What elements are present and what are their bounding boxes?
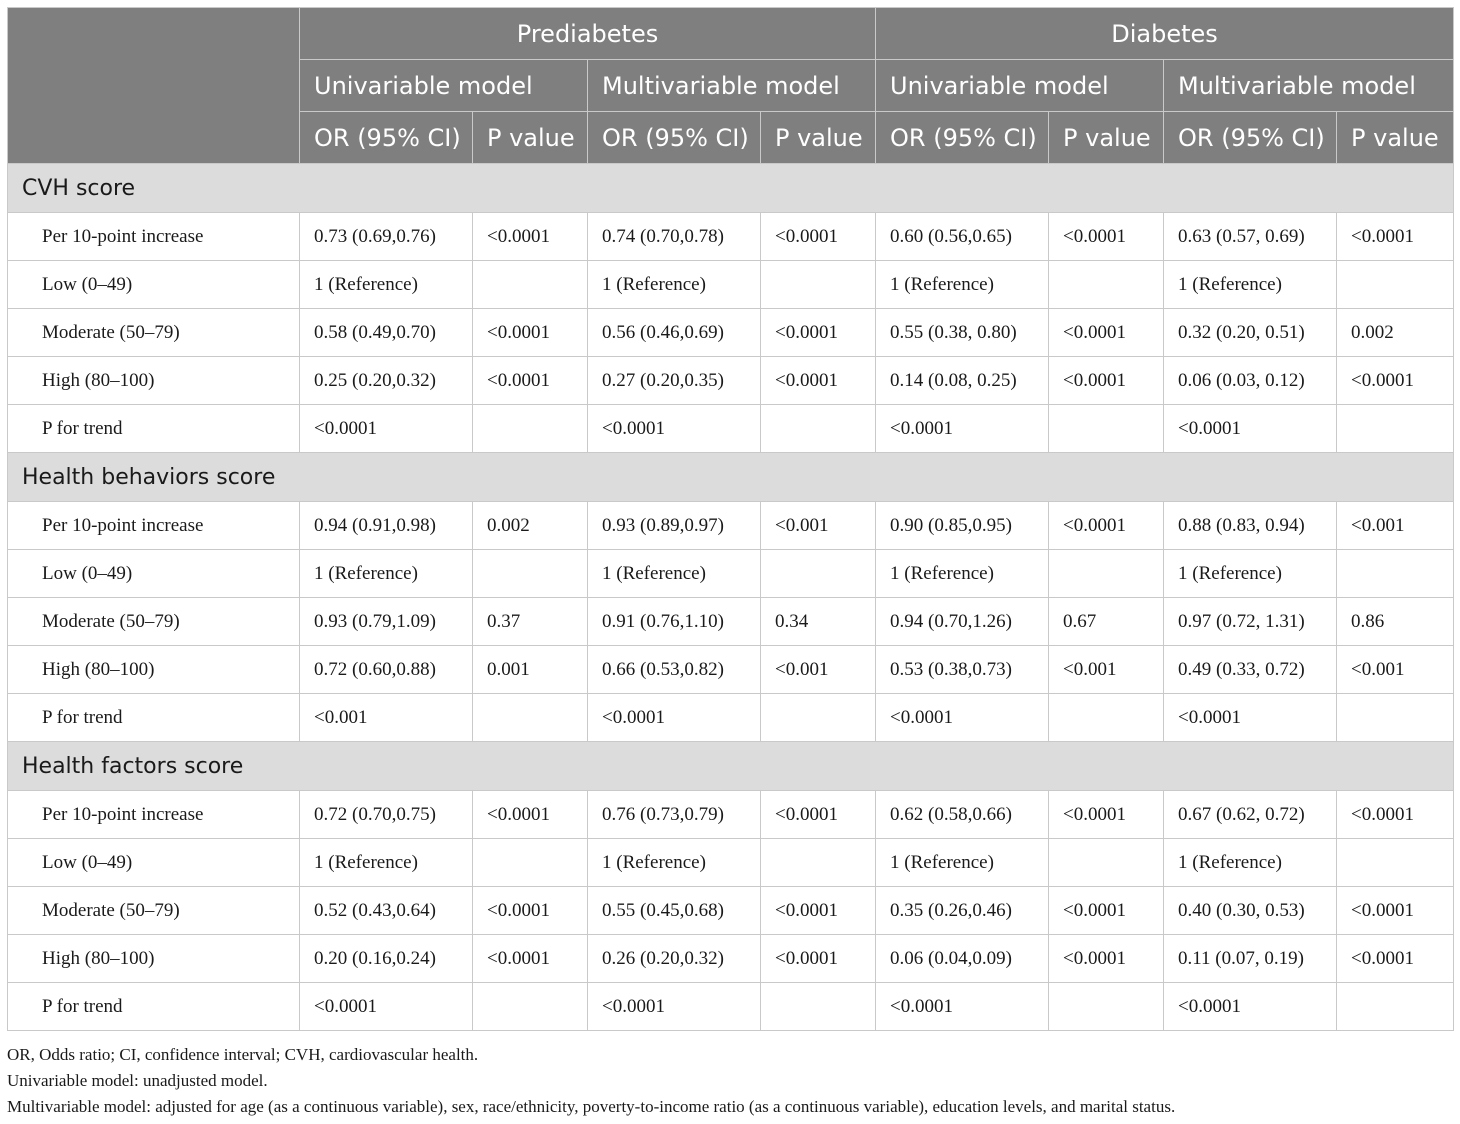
p-value-cell: <0.0001 — [761, 887, 876, 935]
or-ci-cell: 0.52 (0.43,0.64) — [300, 887, 473, 935]
p-value-cell: <0.0001 — [761, 357, 876, 405]
header-or-ci: OR (95% CI) — [876, 112, 1049, 164]
or-ci-cell: 1 (Reference) — [588, 550, 761, 598]
or-ci-cell: 0.56 (0.46,0.69) — [588, 309, 761, 357]
or-ci-cell: 0.58 (0.49,0.70) — [300, 309, 473, 357]
results-table-container — [7, 7, 1453, 1031]
footnote-univariable: Univariable model: unadjusted model. — [7, 1071, 268, 1090]
p-value-cell — [761, 261, 876, 309]
row-label: P for trend — [8, 694, 300, 742]
table-row — [8, 309, 1454, 357]
p-value-cell: <0.001 — [1337, 646, 1454, 694]
or-ci-cell: 1 (Reference) — [1164, 550, 1337, 598]
header-p-value: P value — [1049, 112, 1164, 164]
or-ci-cell: <0.0001 — [876, 694, 1049, 742]
p-value-cell: <0.0001 — [473, 309, 588, 357]
p-value-cell: 0.001 — [473, 646, 588, 694]
p-value-cell: <0.0001 — [1049, 887, 1164, 935]
section-row — [8, 742, 1454, 791]
table-row — [8, 502, 1454, 550]
or-ci-cell: 0.91 (0.76,1.10) — [588, 598, 761, 646]
or-ci-cell: 0.11 (0.07, 0.19) — [1164, 935, 1337, 983]
footnote-multivariable: Multivariable model: adjusted for age (as a continuous variable), sex, race/ethnicity, poverty-to-income ratio (as a continuous variable), education levels, and marital status. — [7, 1097, 1176, 1116]
p-value-cell: <0.0001 — [761, 213, 876, 261]
p-value-cell — [473, 261, 588, 309]
header-empty-corner — [8, 8, 300, 164]
or-ci-cell: 0.67 (0.62, 0.72) — [1164, 791, 1337, 839]
or-ci-cell: 0.93 (0.79,1.09) — [300, 598, 473, 646]
or-ci-cell: 1 (Reference) — [876, 261, 1049, 309]
or-ci-cell: <0.0001 — [588, 694, 761, 742]
p-value-cell — [473, 405, 588, 453]
p-value-cell — [761, 839, 876, 887]
or-ci-cell: 0.32 (0.20, 0.51) — [1164, 309, 1337, 357]
or-ci-cell: 0.74 (0.70,0.78) — [588, 213, 761, 261]
row-label: Low (0–49) — [8, 550, 300, 598]
or-ci-cell: 0.27 (0.20,0.35) — [588, 357, 761, 405]
p-value-cell: 0.002 — [473, 502, 588, 550]
header-p-value: P value — [1337, 112, 1454, 164]
or-ci-cell: <0.0001 — [1164, 983, 1337, 1031]
footnote-abbreviations: OR, Odds ratio; CI, confidence interval; CVH, cardiovascular health. — [7, 1045, 479, 1064]
p-value-cell: 0.34 — [761, 598, 876, 646]
or-ci-cell: 0.49 (0.33, 0.72) — [1164, 646, 1337, 694]
p-value-cell: 0.86 — [1337, 598, 1454, 646]
row-label: High (80–100) — [8, 357, 300, 405]
header-p-value: P value — [761, 112, 876, 164]
p-value-cell: <0.0001 — [761, 935, 876, 983]
p-value-cell: 0.37 — [473, 598, 588, 646]
p-value-cell: <0.0001 — [1337, 357, 1454, 405]
or-ci-cell: 0.40 (0.30, 0.53) — [1164, 887, 1337, 935]
p-value-cell — [1049, 839, 1164, 887]
results-table — [7, 7, 1454, 1031]
or-ci-cell: <0.0001 — [300, 405, 473, 453]
p-value-cell — [1049, 261, 1164, 309]
header-or-ci: OR (95% CI) — [1164, 112, 1337, 164]
table-row — [8, 357, 1454, 405]
or-ci-cell: 0.73 (0.69,0.76) — [300, 213, 473, 261]
table-row — [8, 935, 1454, 983]
or-ci-cell: <0.0001 — [876, 405, 1049, 453]
or-ci-cell: 0.62 (0.58,0.66) — [876, 791, 1049, 839]
p-value-cell — [1337, 261, 1454, 309]
p-value-cell: <0.0001 — [1337, 887, 1454, 935]
or-ci-cell: 0.94 (0.70,1.26) — [876, 598, 1049, 646]
row-label: Moderate (50–79) — [8, 309, 300, 357]
or-ci-cell: 1 (Reference) — [300, 550, 473, 598]
or-ci-cell: 0.72 (0.60,0.88) — [300, 646, 473, 694]
header-diabetes-univariable: Univariable model — [876, 60, 1164, 112]
p-value-cell: <0.0001 — [1337, 791, 1454, 839]
or-ci-cell: <0.0001 — [876, 983, 1049, 1031]
table-row — [8, 405, 1454, 453]
section-row — [8, 164, 1454, 213]
p-value-cell: <0.001 — [1049, 646, 1164, 694]
or-ci-cell: <0.0001 — [300, 983, 473, 1031]
p-value-cell: <0.0001 — [1049, 791, 1164, 839]
section-title: Health behaviors score — [8, 453, 1454, 502]
or-ci-cell: 0.72 (0.70,0.75) — [300, 791, 473, 839]
p-value-cell — [473, 550, 588, 598]
p-value-cell — [1049, 983, 1164, 1031]
p-value-cell — [1337, 983, 1454, 1031]
header-p-value: P value — [473, 112, 588, 164]
p-value-cell: <0.0001 — [1049, 309, 1164, 357]
row-label: Moderate (50–79) — [8, 598, 300, 646]
or-ci-cell: 1 (Reference) — [876, 550, 1049, 598]
p-value-cell: <0.0001 — [1049, 213, 1164, 261]
or-ci-cell: 1 (Reference) — [300, 261, 473, 309]
p-value-cell — [761, 550, 876, 598]
or-ci-cell: 0.35 (0.26,0.46) — [876, 887, 1049, 935]
or-ci-cell: 0.55 (0.38, 0.80) — [876, 309, 1049, 357]
p-value-cell: <0.0001 — [1337, 213, 1454, 261]
header-prediabetes-multivariable: Multivariable model — [588, 60, 876, 112]
or-ci-cell: 0.06 (0.04,0.09) — [876, 935, 1049, 983]
or-ci-cell: 0.26 (0.20,0.32) — [588, 935, 761, 983]
p-value-cell: <0.0001 — [473, 935, 588, 983]
p-value-cell — [761, 694, 876, 742]
p-value-cell — [1337, 550, 1454, 598]
or-ci-cell: <0.0001 — [588, 983, 761, 1031]
table-body — [8, 164, 1454, 1031]
or-ci-cell: 0.94 (0.91,0.98) — [300, 502, 473, 550]
section-title: Health factors score — [8, 742, 1454, 791]
or-ci-cell: 0.76 (0.73,0.79) — [588, 791, 761, 839]
or-ci-cell: 0.25 (0.20,0.32) — [300, 357, 473, 405]
row-label: Per 10-point increase — [8, 213, 300, 261]
table-row — [8, 839, 1454, 887]
section-title: CVH score — [8, 164, 1454, 213]
footnotes — [7, 1042, 1453, 1120]
row-label: High (80–100) — [8, 935, 300, 983]
p-value-cell — [1337, 694, 1454, 742]
row-label: Low (0–49) — [8, 839, 300, 887]
or-ci-cell: <0.001 — [300, 694, 473, 742]
p-value-cell: <0.001 — [761, 502, 876, 550]
table-row — [8, 213, 1454, 261]
section-row — [8, 453, 1454, 502]
table-row — [8, 550, 1454, 598]
p-value-cell — [761, 405, 876, 453]
p-value-cell: <0.0001 — [473, 357, 588, 405]
table-header — [8, 8, 1454, 164]
or-ci-cell: 0.53 (0.38,0.73) — [876, 646, 1049, 694]
or-ci-cell: <0.0001 — [1164, 694, 1337, 742]
p-value-cell: <0.0001 — [473, 887, 588, 935]
p-value-cell: <0.0001 — [473, 791, 588, 839]
table-row — [8, 791, 1454, 839]
p-value-cell: 0.002 — [1337, 309, 1454, 357]
row-label: Low (0–49) — [8, 261, 300, 309]
p-value-cell: <0.001 — [761, 646, 876, 694]
or-ci-cell: 0.60 (0.56,0.65) — [876, 213, 1049, 261]
row-label: P for trend — [8, 405, 300, 453]
or-ci-cell: 0.55 (0.45,0.68) — [588, 887, 761, 935]
header-group-prediabetes: Prediabetes — [300, 8, 876, 60]
row-label: Moderate (50–79) — [8, 887, 300, 935]
or-ci-cell: 1 (Reference) — [588, 839, 761, 887]
or-ci-cell: 0.63 (0.57, 0.69) — [1164, 213, 1337, 261]
p-value-cell — [473, 983, 588, 1031]
table-row — [8, 646, 1454, 694]
or-ci-cell: 0.06 (0.03, 0.12) — [1164, 357, 1337, 405]
or-ci-cell: 1 (Reference) — [300, 839, 473, 887]
p-value-cell — [1337, 839, 1454, 887]
p-value-cell: 0.67 — [1049, 598, 1164, 646]
header-diabetes-multivariable: Multivariable model — [1164, 60, 1454, 112]
p-value-cell: <0.0001 — [1049, 357, 1164, 405]
or-ci-cell: 1 (Reference) — [1164, 839, 1337, 887]
or-ci-cell: 0.14 (0.08, 0.25) — [876, 357, 1049, 405]
p-value-cell — [473, 839, 588, 887]
p-value-cell — [1049, 550, 1164, 598]
table-row — [8, 983, 1454, 1031]
p-value-cell — [761, 983, 876, 1031]
row-label: High (80–100) — [8, 646, 300, 694]
row-label: Per 10-point increase — [8, 502, 300, 550]
or-ci-cell: 1 (Reference) — [588, 261, 761, 309]
p-value-cell: <0.0001 — [1337, 935, 1454, 983]
or-ci-cell: 1 (Reference) — [1164, 261, 1337, 309]
or-ci-cell: 0.88 (0.83, 0.94) — [1164, 502, 1337, 550]
or-ci-cell: 0.20 (0.16,0.24) — [300, 935, 473, 983]
header-or-ci: OR (95% CI) — [300, 112, 473, 164]
or-ci-cell: 1 (Reference) — [876, 839, 1049, 887]
table-row — [8, 598, 1454, 646]
p-value-cell — [1049, 694, 1164, 742]
p-value-cell: <0.0001 — [761, 309, 876, 357]
p-value-cell: <0.0001 — [1049, 935, 1164, 983]
or-ci-cell: <0.0001 — [1164, 405, 1337, 453]
or-ci-cell: 0.93 (0.89,0.97) — [588, 502, 761, 550]
p-value-cell: <0.0001 — [1049, 502, 1164, 550]
header-group-diabetes: Diabetes — [876, 8, 1454, 60]
row-label: P for trend — [8, 983, 300, 1031]
p-value-cell — [1337, 405, 1454, 453]
header-prediabetes-univariable: Univariable model — [300, 60, 588, 112]
or-ci-cell: 0.97 (0.72, 1.31) — [1164, 598, 1337, 646]
p-value-cell — [1049, 405, 1164, 453]
p-value-cell — [473, 694, 588, 742]
p-value-cell: <0.0001 — [761, 791, 876, 839]
table-row — [8, 694, 1454, 742]
header-or-ci: OR (95% CI) — [588, 112, 761, 164]
p-value-cell: <0.001 — [1337, 502, 1454, 550]
table-row — [8, 261, 1454, 309]
or-ci-cell: 0.66 (0.53,0.82) — [588, 646, 761, 694]
or-ci-cell: <0.0001 — [588, 405, 761, 453]
p-value-cell: <0.0001 — [473, 213, 588, 261]
or-ci-cell: 0.90 (0.85,0.95) — [876, 502, 1049, 550]
row-label: Per 10-point increase — [8, 791, 300, 839]
table-row — [8, 887, 1454, 935]
